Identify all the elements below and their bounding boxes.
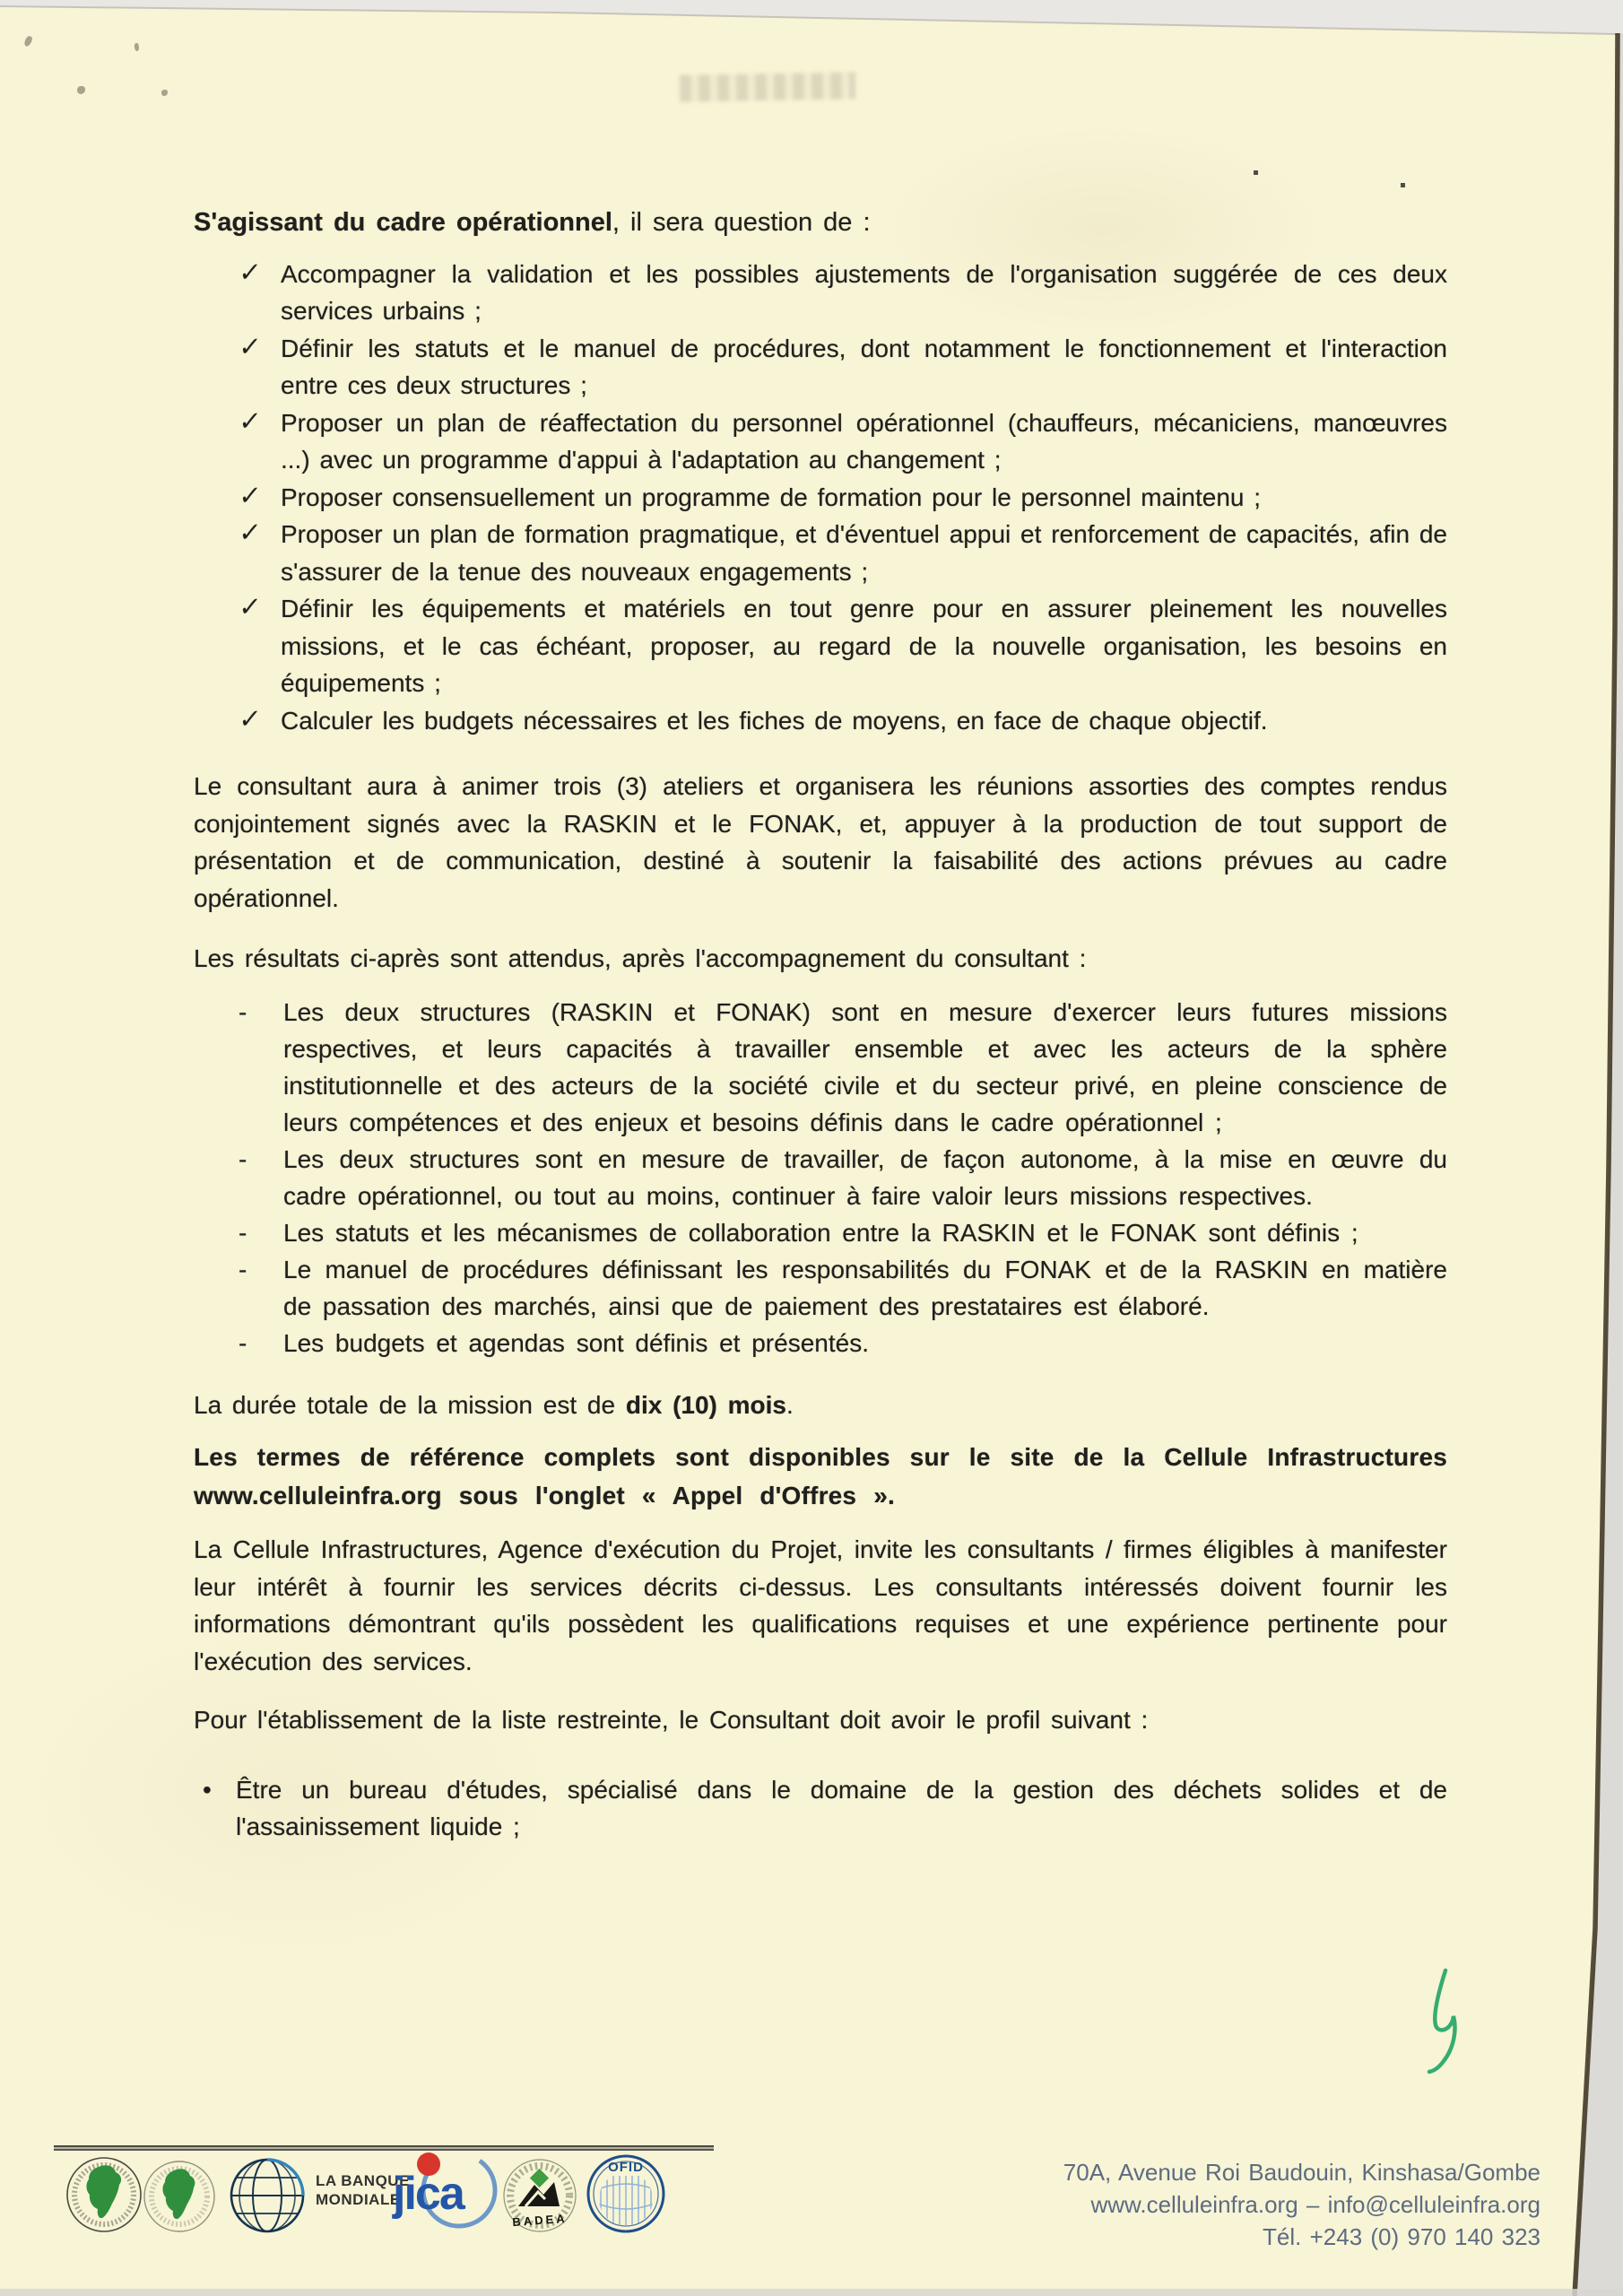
check-item-text: Proposer un plan de réaffectation du personnel opérationnel (chauffeurs, mécaniciens, manœuvres ...) avec un programme d'appui à l'adaptation au changement ;: [281, 408, 1447, 474]
footer-address-line: www.celluleinfra.org – info@celluleinfra.org: [1090, 2191, 1541, 2218]
scan-speck: [77, 86, 85, 94]
check-list-item: [238, 256, 1447, 330]
duration-suffix: .: [786, 1390, 794, 1419]
checkmark-icon: ✓: [238, 256, 263, 288]
duration-prefix: La durée totale de la mission est de: [194, 1390, 626, 1419]
dash-item-text: Les deux structures sont en mesure de travailler, de façon autonome, à la mise en œuvre du cadre opérationnel, ou tout au moins, continuer à faire valoir leurs missions respectives.: [283, 1144, 1447, 1210]
document-body: [194, 204, 1447, 1846]
dash-item-text: Le manuel de procédures définissant les responsabilités du FONAK et de la RASKIN en matière de passation des marchés, ainsi que de paiement des prestataires est élaboré.: [283, 1255, 1447, 1320]
afdb-bank-logo-icon: [65, 2154, 143, 2237]
scan-speck: [1401, 183, 1405, 187]
paragraph-notice-bold: Les termes de référence complets sont disponibles sur le site de la Cellule Infrastructures www.celluleinfra.org sous l'onglet « Appel d'Offres ».: [194, 1443, 1447, 1509]
scan-smudge-artifact: [680, 72, 855, 101]
world-bank-text-line1: LA BANQUE: [316, 2172, 410, 2189]
bullet-item-text: Être un bureau d'études, spécialisé dans le domaine de la gestion des déchets solides et de l'assainissement liquide ;: [236, 1775, 1447, 1840]
dash-list-item: [239, 994, 1447, 1141]
dash-item-text: Les deux structures (RASKIN et FONAK) sont en mesure d'exercer leurs futures missions respectives, et leurs capacités à travailler ensemble et avec les acteurs de la sphère institutionnelle et des acteurs de la société civile et du secteur privé, en pleine conscience de leurs compétences et des enjeux et besoins définis dans le cadre opérationnel ;: [283, 997, 1447, 1136]
paragraph-invite: La Cellule Infrastructures, Agence d'exécution du Projet, invite les consultants / firmes éligibles à manifester leur intérêt à fournir les services décrits ci-dessus. Les consultants intéressés doivent fournir les informations démontrant qu'ils possèdent les qualifications requises et une expérience pertinente pour l'exécution des services.: [194, 1535, 1447, 1675]
paragraph-consultant: Le consultant aura à animer trois (3) ateliers et organisera les réunions assorties des comptes rendus conjointement signés avec la RASKIN et le FONAK, et, appuyer à la production de tout support de présentation et de communication, destiné à soutenir la faisabilité des actions prévues au cadre opérationnel.: [194, 772, 1447, 912]
check-list-item: [238, 702, 1447, 740]
bullet-icon: •: [203, 1775, 212, 1804]
check-list-item: [238, 479, 1447, 517]
dash-icon: -: [239, 1218, 247, 1247]
checkmark-icon: ✓: [238, 330, 263, 362]
bullet-list-item: [203, 1771, 1447, 1846]
scan-speck: [23, 35, 33, 48]
section-heading: [194, 204, 1447, 242]
footer-address-block: [1063, 2156, 1541, 2253]
dash-icon: -: [239, 1328, 247, 1357]
footer-address-line: 70A, Avenue Roi Baudouin, Kinshasa/Gombe: [1063, 2159, 1541, 2186]
check-list: [194, 256, 1447, 740]
check-item-text: Définir les équipements et matériels en tout genre pour en assurer pleinement les nouvelles missions, et le cas échéant, proposer, au regard de la nouvelle organisation, les besoins en équipements ;: [281, 595, 1447, 697]
check-item-text: Définir les statuts et le manuel de procédures, dont notamment le fonctionnement et l'interaction entre ces deux structures ;: [281, 334, 1447, 399]
check-list-item: [238, 590, 1447, 702]
ofid-logo-text: OFID: [608, 2160, 644, 2175]
profile-bullet-list: [194, 1771, 1447, 1846]
footer-phone-line: Tél. +243 (0) 970 140 323: [1263, 2223, 1541, 2250]
dash-list-item: [239, 1325, 1447, 1361]
paragraph-profile-intro: Pour l'établissement de la liste restreinte, le Consultant doit avoir le profil suivant :: [194, 1706, 1149, 1734]
section-heading-bold: S'agissant du cadre opérationnel: [194, 208, 612, 237]
scan-speck: [134, 43, 139, 52]
checkmark-icon: ✓: [238, 479, 263, 511]
dash-list: [194, 994, 1447, 1361]
dash-icon: -: [239, 1255, 247, 1283]
dash-icon: -: [239, 1144, 247, 1173]
jica-logo-text: jica: [393, 2168, 464, 2220]
checkmark-icon: ✓: [238, 404, 263, 437]
checkmark-icon: ✓: [238, 516, 263, 549]
section-heading-rest: , il sera question de :: [612, 208, 871, 237]
world-bank-text-line2: MONDIALE: [316, 2191, 401, 2208]
check-item-text: Calculer les budgets nécessaires et les fiches de moyens, en face de chaque objectif.: [281, 706, 1268, 735]
check-list-item: [238, 516, 1447, 590]
dash-item-text: Les statuts et les mécanismes de collaboration entre la RASKIN et le FONAK sont définis ;: [283, 1218, 1358, 1247]
duration-line: [194, 1387, 1447, 1424]
dash-item-text: Les budgets et agendas sont définis et présentés.: [283, 1328, 869, 1357]
checkmark-icon: ✓: [238, 702, 263, 735]
scan-speck: [161, 90, 168, 96]
check-list-item: [238, 330, 1447, 404]
check-item-text: Accompagner la validation et les possibles ajustements de l'organisation suggérée de ces deux services urbains ;: [281, 259, 1447, 325]
duration-bold: dix (10) mois: [625, 1390, 787, 1419]
dash-list-item: [239, 1141, 1447, 1214]
scan-speck: [1254, 170, 1258, 175]
afdb-fund-logo-icon: [142, 2158, 217, 2237]
check-item-text: Proposer consensuellement un programme de formation pour le personnel maintenu ;: [281, 483, 1262, 511]
checkmark-icon: ✓: [238, 590, 263, 623]
dash-list-item: [239, 1251, 1447, 1325]
paragraph-results-intro: Les résultats ci-après sont attendus, après l'accompagnement du consultant :: [194, 944, 1087, 972]
dash-list-item: [239, 1214, 1447, 1251]
check-list-item: [238, 404, 1447, 479]
check-item-text: Proposer un plan de formation pragmatique, et d'éventuel appui et renforcement de capacités, afin de s'assurer de la tenue des nouveaux engagements ;: [281, 520, 1447, 586]
dash-icon: -: [239, 997, 247, 1026]
world-bank-globe-icon: [224, 2151, 310, 2237]
badea-logo-text: BADEA: [511, 2211, 568, 2230]
